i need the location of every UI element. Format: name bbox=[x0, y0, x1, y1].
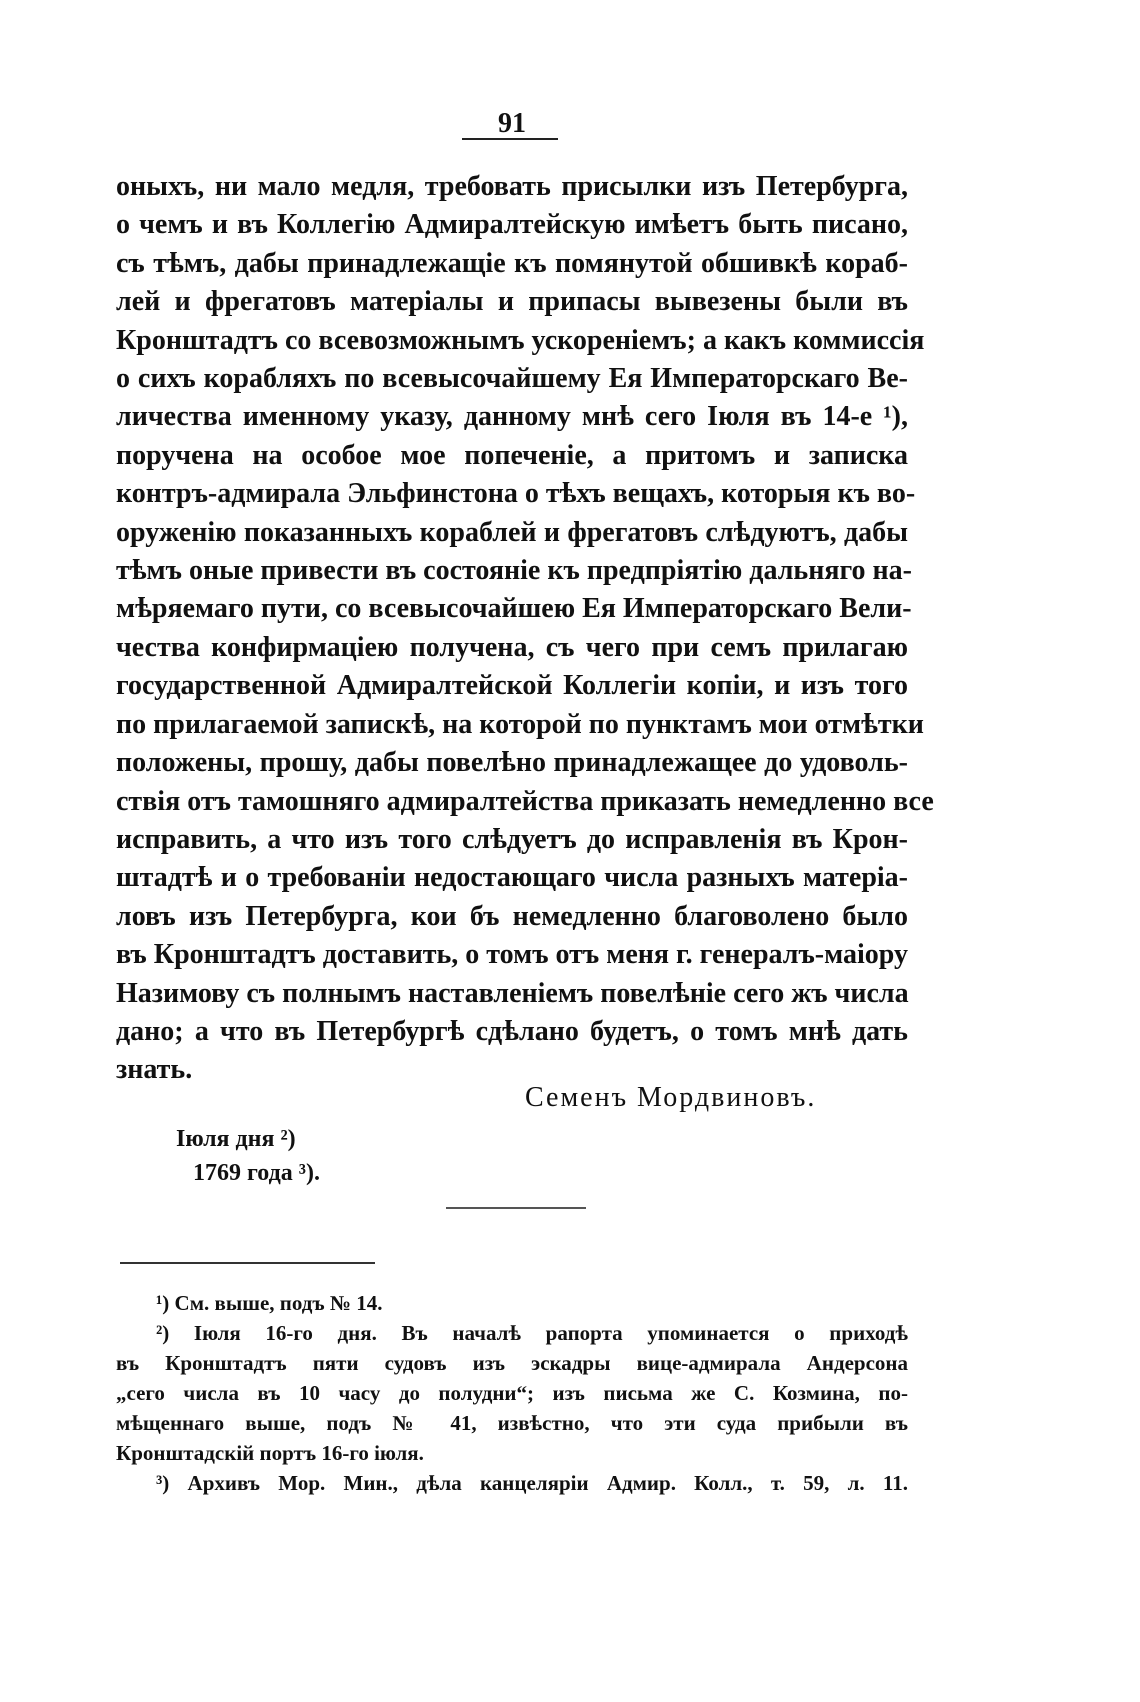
body-line: знать. bbox=[116, 1054, 193, 1086]
date-block bbox=[176, 1122, 320, 1190]
footnote-2-line: ²) Іюля 16-го дня. Въ началѣ рапорта упоминается о приходѣ bbox=[156, 1321, 908, 1345]
body-line: контръ-адмирала Эльфинстона о тѣхъ вещахъ, которыя къ во- bbox=[116, 478, 916, 510]
body-line: лей и фрегатовъ матеріалы и припасы вывезены были въ bbox=[116, 286, 908, 318]
body-line: дано; а что въ Петербургѣ сдѣлано будетъ, о томъ мнѣ дать bbox=[116, 1015, 908, 1047]
body-line: положены, прошу, дабы повелѣно принадлежащее до удоволь- bbox=[116, 747, 908, 779]
body-line: о сихъ корабляхъ по всевысочайшему Ея Императорскаго Ве- bbox=[116, 363, 908, 395]
footnote-2-line: мѣщеннаго выше, подъ № 41, извѣстно, что эти суда прибыли въ bbox=[116, 1411, 908, 1435]
footnotes bbox=[116, 1288, 908, 1498]
footnote-separator bbox=[120, 1262, 375, 1264]
body-line: ствія отъ тамошняго адмиралтейства приказать немедленно все bbox=[116, 785, 934, 817]
body-line: съ тѣмъ, дабы принадлежащіе къ помянутой обшивкѣ кораб- bbox=[116, 247, 908, 279]
body-line: мѣряемаго пути, со всевысочайшею Ея Императорскаго Вели- bbox=[116, 593, 912, 625]
signature: Семенъ Мордвиновъ. bbox=[525, 1082, 817, 1113]
body-line: оныхъ, ни мало медля, требовать присылки изъ Петербурга, bbox=[116, 171, 908, 202]
body-line: оруженію показанныхъ кораблей и фрегатовъ слѣдуютъ, дабы bbox=[116, 516, 908, 548]
body-line: государственной Адмиралтейской Коллегіи копіи, и изъ того bbox=[116, 670, 908, 702]
footnote-3: ³) Архивъ Мор. Мин., дѣла канцеляріи Адмир. Колл., т. 59, л. 11. bbox=[156, 1471, 908, 1495]
body-line: личества именному указу, данному мнѣ сего Іюля въ 14-е ¹), bbox=[116, 401, 908, 433]
body-line: чества конфирмаціею получена, съ чего при семъ прилагаю bbox=[116, 631, 908, 663]
page-number-underline bbox=[462, 138, 558, 140]
body-line: въ Кронштадтъ доставить, о томъ отъ меня г. генералъ-маіору bbox=[116, 939, 908, 971]
body-line: ловъ изъ Петербурга, кои бъ немедленно благоволено было bbox=[116, 900, 908, 932]
body-text bbox=[116, 168, 934, 1090]
footnote-2-line: въ Кронштадтъ пяти судовъ изъ эскадры вице-адмирала Андерсона bbox=[116, 1351, 908, 1375]
body-line: исправить, а что изъ того слѣдуетъ до исправленія въ Крон- bbox=[116, 823, 908, 855]
section-separator bbox=[446, 1207, 586, 1209]
date-line-year: 1769 года ³). bbox=[193, 1160, 320, 1186]
footnote-1: ¹) См. выше, подъ № 14. bbox=[156, 1291, 383, 1315]
body-line: тѣмъ оные привести въ состояніе къ предпріятію дальняго на- bbox=[116, 555, 912, 587]
footnote-2-line: „сего числа въ 10 часу до полудни“; изъ письма же С. Козмина, по- bbox=[116, 1381, 908, 1405]
body-line: Назимову съ полнымъ наставленіемъ повелѣніе сего жъ числа bbox=[116, 977, 909, 1009]
body-line: поручена на особое мое попеченіе, а притомъ и записка bbox=[116, 439, 908, 471]
body-line: о чемъ и въ Коллегію Адмиралтейскую имѣетъ быть писано, bbox=[116, 209, 908, 241]
date-line-month: Іюля дня ²) bbox=[176, 1126, 296, 1152]
page-number: 91 bbox=[498, 108, 526, 139]
body-line: по прилагаемой запискѣ, на которой по пунктамъ мои отмѣтки bbox=[116, 708, 924, 740]
footnote-2-line: Кронштадскій портъ 16-го іюля. bbox=[116, 1441, 424, 1465]
body-line: Кронштадтъ со всевозможнымъ ускореніемъ; а какъ коммиссія bbox=[116, 324, 925, 356]
body-line: штадтѣ и о требованіи недостающаго числа разныхъ матеріа- bbox=[116, 862, 908, 894]
